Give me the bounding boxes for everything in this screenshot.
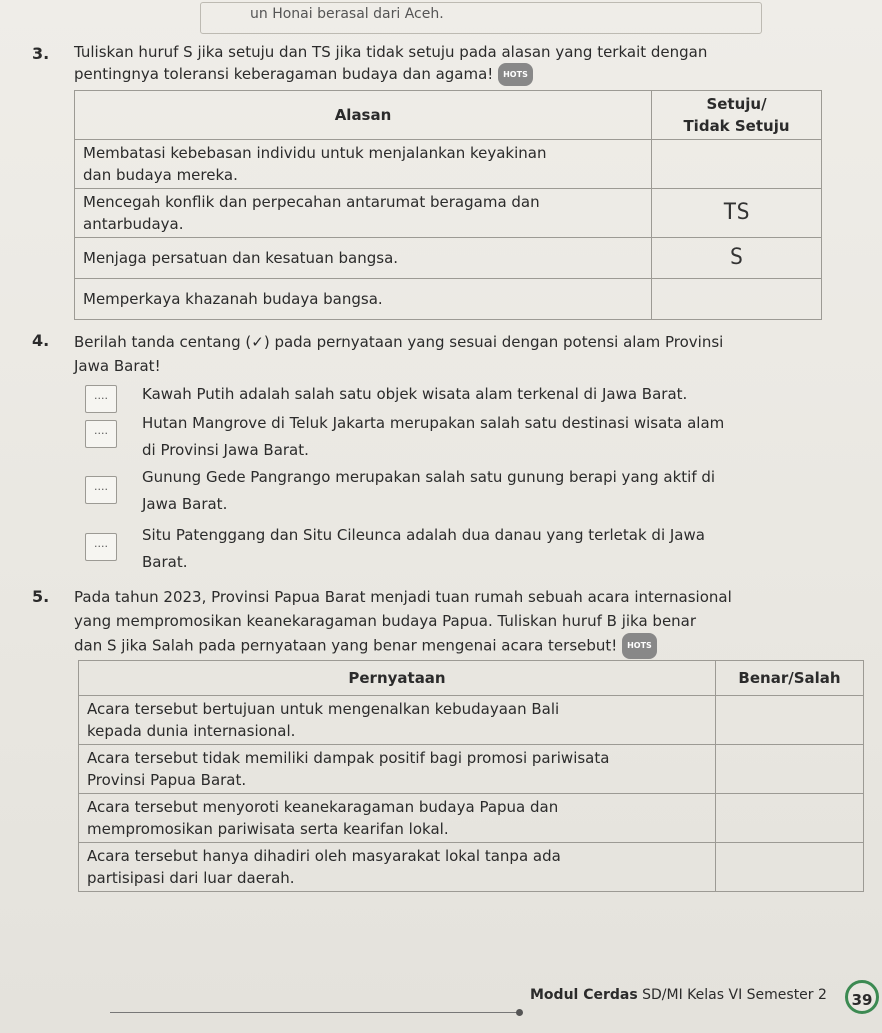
list-item (142, 522, 872, 576)
footer-book-bold: Modul Cerdas (530, 987, 638, 1003)
previous-answer-text: un Honai berasal dari Aceh. (250, 6, 444, 22)
table-row (79, 745, 864, 794)
q3-number: 3. (32, 44, 50, 63)
q3-header-answer (652, 91, 822, 140)
table-row (79, 843, 864, 892)
q4-instruction (74, 330, 874, 378)
table-row (75, 279, 822, 320)
q5-instruction-line3-wrap (74, 633, 880, 659)
q4-number: 4. (32, 331, 50, 350)
q5-answer-cell[interactable] (716, 696, 864, 745)
list-item-line1: Hutan Mangrove di Teluk Jakarta merupakan salah satu destinasi wisata alam (142, 414, 725, 432)
q3-reason-cell (75, 238, 652, 279)
q3-instruction (74, 42, 874, 86)
q4-instruction-line1: Berilah tanda centang (✓) pada pernyataan yang sesuai dengan potensi alam Provinsi (74, 333, 724, 351)
q5-statement-cell (79, 794, 716, 843)
q5-statement-cell (79, 843, 716, 892)
table-row (75, 189, 822, 238)
q3-instruction-line2-wrap (74, 63, 874, 86)
q3-header-answer-line2: Tidak Setuju (683, 117, 790, 135)
checkbox[interactable]: .... (85, 385, 117, 413)
table-row (75, 140, 822, 189)
q3-reason-line1: Memperkaya khazanah budaya bangsa. (83, 290, 383, 308)
q5-table (78, 660, 864, 892)
q5-header-statement: Pernyataan (79, 661, 716, 696)
q3-reason-line2: dan budaya mereka. (83, 166, 238, 184)
page-number: 39 (845, 980, 879, 1014)
q3-reason-line1: Membatasi kebebasan individu untuk menjalankan keyakinan (83, 144, 547, 162)
q5-answer-cell[interactable] (716, 843, 864, 892)
q5-statement-line2: kepada dunia internasional. (87, 722, 296, 740)
list-item-line1: Situ Patenggang dan Situ Cileunca adalah dua danau yang terletak di Jawa (142, 526, 705, 544)
table-row (75, 238, 822, 279)
q3-reason-line1: Menjaga persatuan dan kesatuan bangsa. (83, 249, 399, 267)
q5-statement-line1: Acara tersebut hanya dihadiri oleh masyarakat lokal tanpa ada (87, 847, 561, 865)
list-item-line2: di Provinsi Jawa Barat. (142, 441, 309, 459)
list-item-line2: Barat. (142, 553, 188, 571)
hots-badge: HOTS (498, 63, 533, 86)
q3-answer-cell[interactable] (652, 140, 822, 189)
q5-instruction-line3: dan S jika Salah pada pernyataan yang benar mengenai acara tersebut! (74, 636, 618, 655)
footer-book-title (530, 987, 827, 1003)
q5-answer-cell[interactable] (716, 794, 864, 843)
q5-statement-cell (79, 745, 716, 794)
q3-instruction-line1: Tuliskan huruf S jika setuju dan TS jika tidak setuju pada alasan yang terkait dengan (74, 43, 708, 61)
q3-header-reason: Alasan (75, 91, 652, 140)
footer-divider (110, 1012, 520, 1013)
checkbox[interactable]: .... (85, 420, 117, 448)
q3-instruction-line2: pentingnya toleransi keberagaman budaya dan agama! (74, 65, 494, 83)
q5-answer-cell[interactable] (716, 745, 864, 794)
q3-reason-line2: antarbudaya. (83, 215, 184, 233)
checkbox[interactable]: .... (85, 476, 117, 504)
table-row (79, 794, 864, 843)
q3-reason-cell (75, 189, 652, 238)
list-item-line2: Jawa Barat. (142, 495, 228, 513)
q5-instruction (74, 585, 880, 659)
list-item-line1: Gunung Gede Pangrango merupakan salah satu gunung berapi yang aktif di (142, 468, 716, 486)
q5-instruction-line1: Pada tahun 2023, Provinsi Papua Barat menjadi tuan rumah sebuah acara internasional (74, 588, 732, 606)
q3-table (74, 90, 822, 320)
checkbox[interactable]: .... (85, 533, 117, 561)
q5-statement-line2: Provinsi Papua Barat. (87, 771, 247, 789)
q5-statement-cell (79, 696, 716, 745)
q5-statement-line1: Acara tersebut tidak memiliki dampak positif bagi promosi pariwisata (87, 749, 610, 767)
q5-header-row (79, 661, 864, 696)
table-row (79, 696, 864, 745)
list-item (142, 381, 872, 408)
hots-badge: HOTS (622, 633, 657, 659)
q3-reason-cell (75, 140, 652, 189)
q5-instruction-line2: yang mempromosikan keanekaragaman budaya Papua. Tuliskan huruf B jika benar (74, 612, 697, 630)
q4-instruction-line2: Jawa Barat! (74, 357, 161, 375)
q3-answer-cell[interactable] (652, 279, 822, 320)
footer-dot (516, 1009, 523, 1016)
q5-header-answer: Benar/Salah (716, 661, 864, 696)
q5-statement-line2: partisipasi dari luar daerah. (87, 869, 295, 887)
footer-book-rest: SD/MI Kelas VI Semester 2 (637, 987, 827, 1003)
q3-reason-line1: Mencegah konflik dan perpecahan antarumat beragama dan (83, 193, 540, 211)
q5-number: 5. (32, 587, 50, 606)
q3-answer-cell[interactable]: S (652, 238, 822, 279)
list-item (142, 410, 872, 464)
list-item (142, 464, 872, 518)
q5-statement-line1: Acara tersebut menyoroti keanekaragaman budaya Papua dan (87, 798, 559, 816)
list-item-line1: Kawah Putih adalah salah satu objek wisata alam terkenal di Jawa Barat. (142, 385, 688, 403)
q3-header-row (75, 91, 822, 140)
q3-answer-cell[interactable]: TS (652, 189, 822, 238)
q5-statement-line2: mempromosikan pariwisata serta kearifan lokal. (87, 820, 449, 838)
q3-header-answer-line1: Setuju/ (706, 95, 767, 113)
q5-statement-line1: Acara tersebut bertujuan untuk mengenalkan kebudayaan Bali (87, 700, 560, 718)
q3-reason-cell (75, 279, 652, 320)
